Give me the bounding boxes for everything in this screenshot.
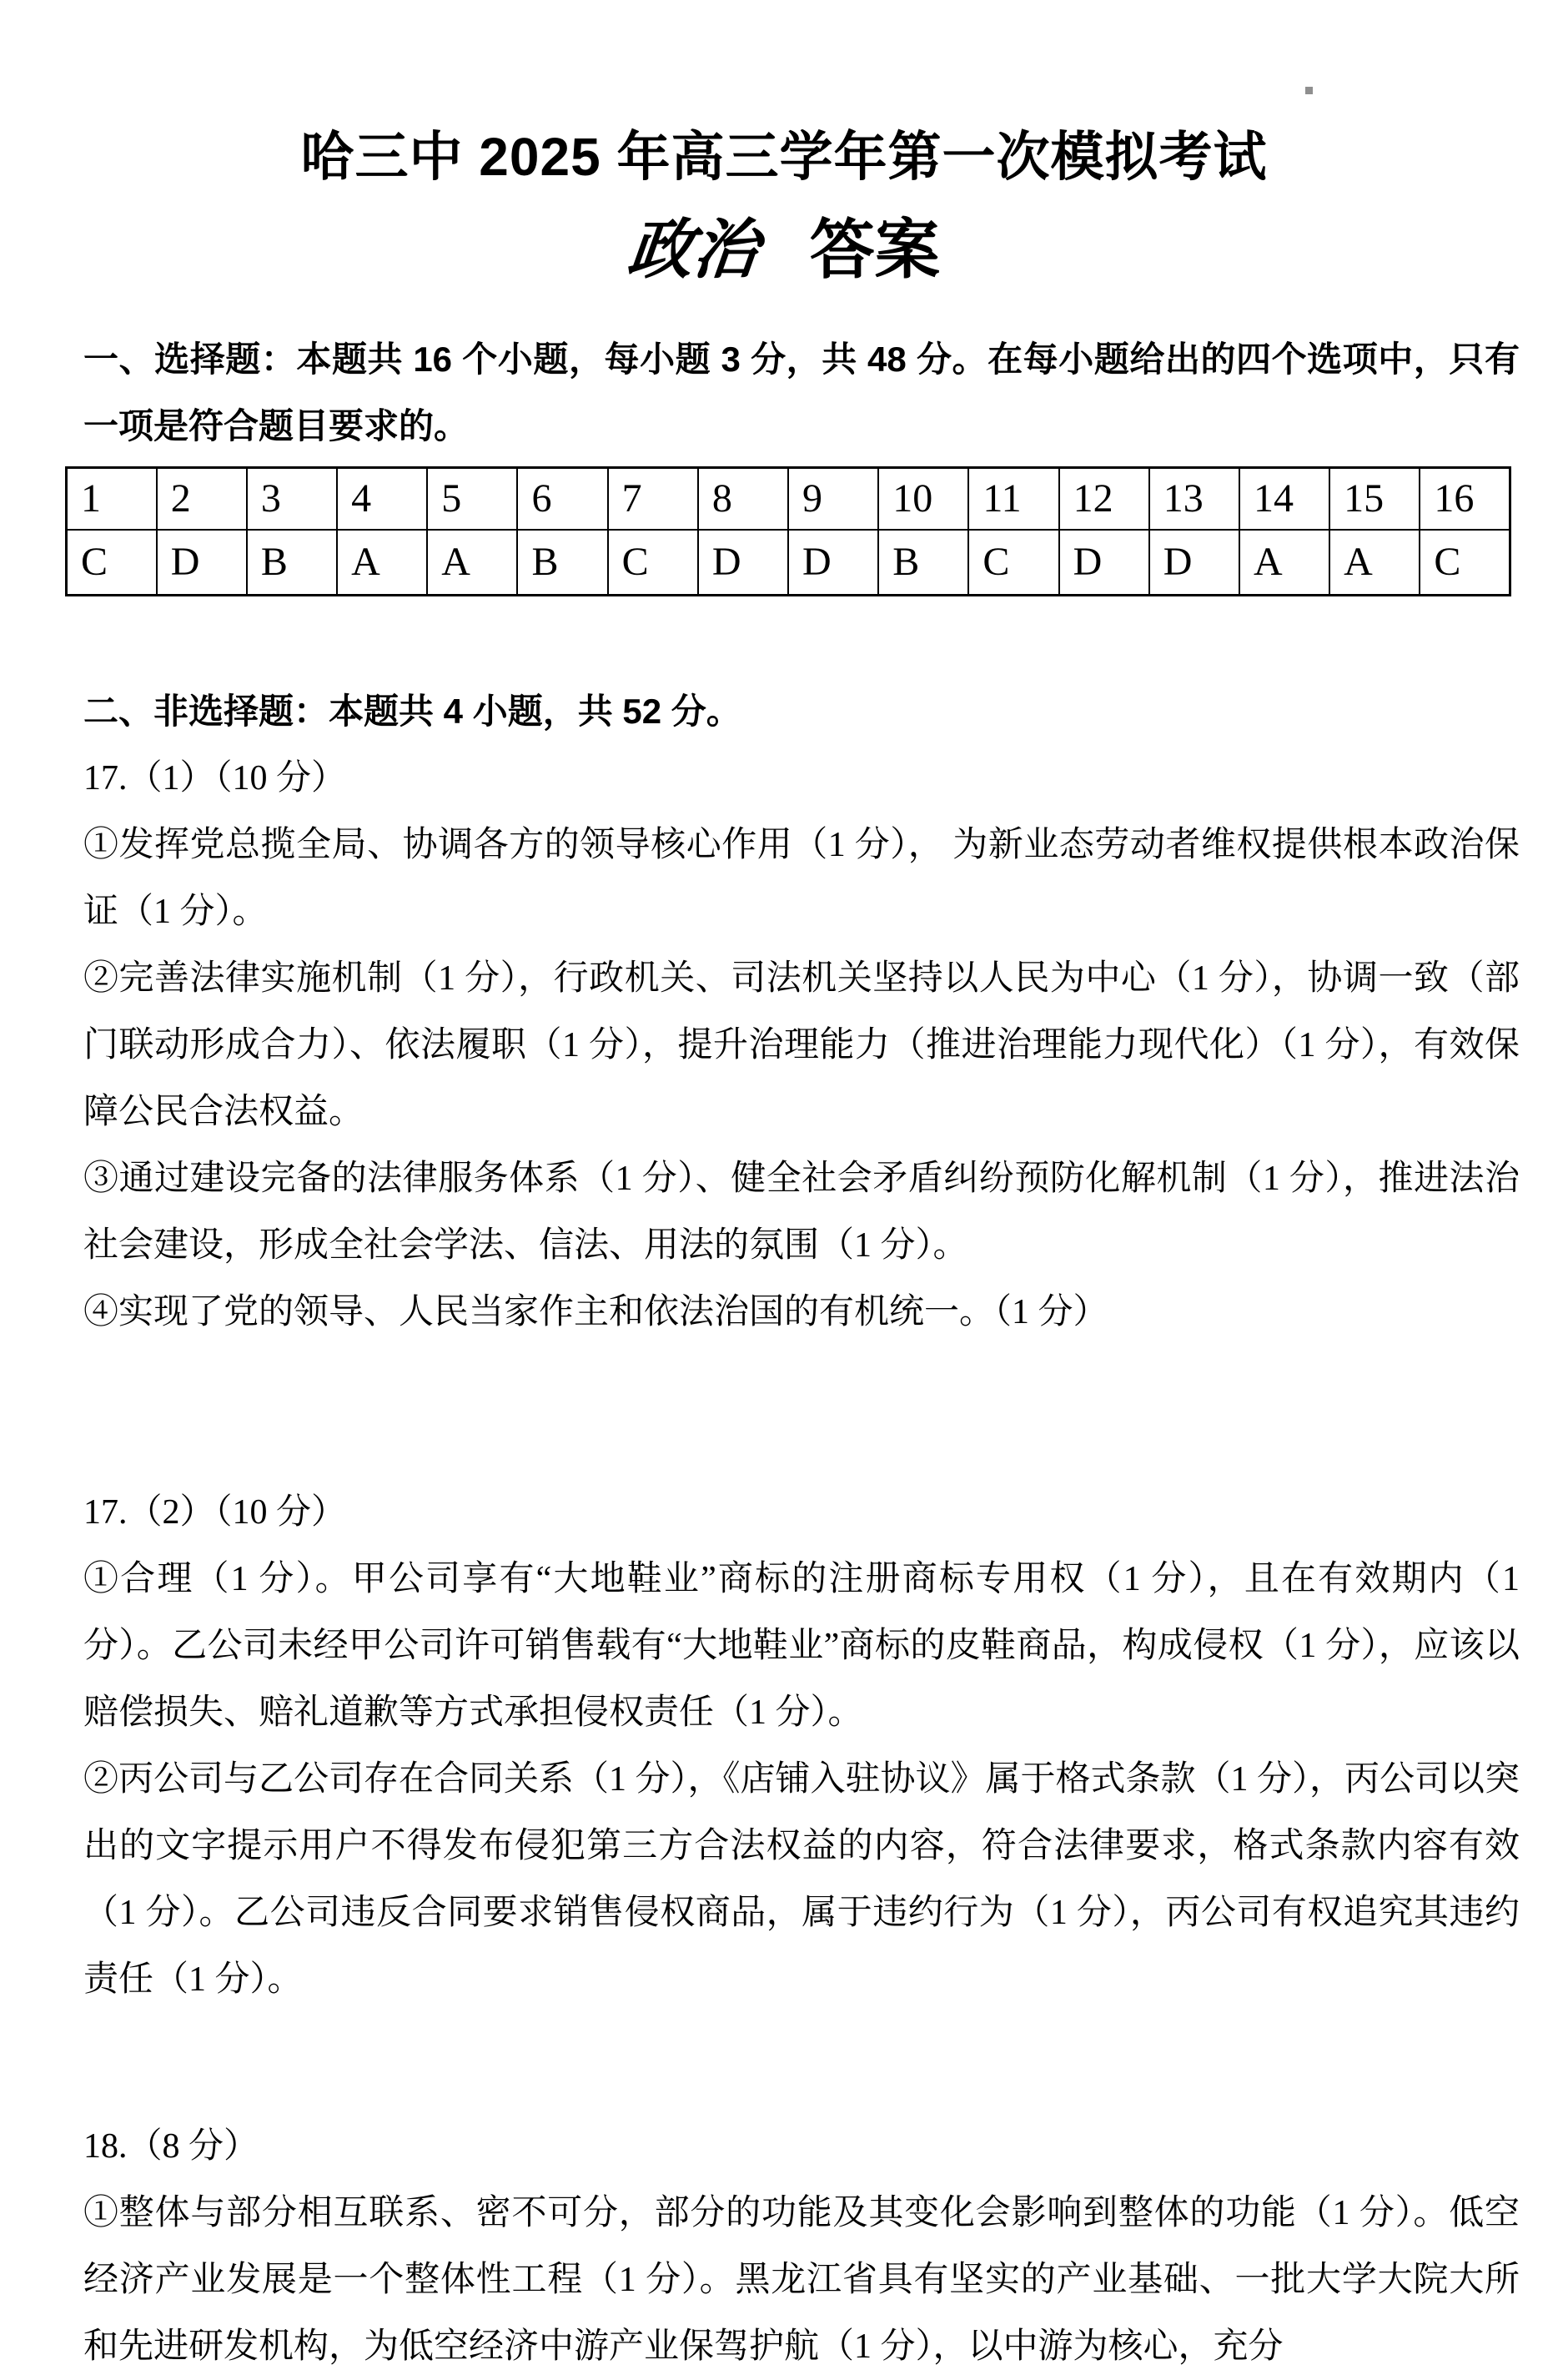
page-title: 哈三中 2025 年高三学年第一次模拟考试	[300, 127, 1268, 187]
free-response-section-heading: 二、非选择题：本题共 4 小题，共 52 分。	[83, 692, 741, 731]
answer-paragraph: ②完善法律实施机制（1 分），行政机关、司法机关坚持以人民为中心（1 分），协调一致（部门联动形成合力）、依法履职（1 分），提升治理能力（推进治理能力现代化）（1 分），有效保障公民合法权益。	[83, 959, 1520, 1131]
question-block-17-1	[83, 745, 1520, 1346]
answer-paragraph: ④实现了党的领导、人民当家作主和依法治国的有机统一。（1 分）	[83, 1293, 1108, 1331]
answer-paragraph: ①发挥党总揽全局、协调各方的领导核心作用（1 分）， 为新业态劳动者维权提供根本政治保证（1 分）。	[83, 826, 1520, 931]
answer-cell: B	[517, 530, 607, 596]
answer-cell: C	[1420, 530, 1510, 596]
question-number-cell: 2	[157, 468, 247, 531]
subtitle-subject: 政治	[624, 212, 763, 288]
answer-cell: A	[1329, 530, 1420, 596]
question-number-cell: 9	[788, 468, 878, 531]
answer-cell: A	[1239, 530, 1329, 596]
answer-letter-row	[67, 530, 1510, 596]
question-number-cell: 5	[427, 468, 517, 531]
page-subtitle	[0, 212, 1568, 289]
answer-cell: A	[337, 530, 427, 596]
question-number-cell: 1	[67, 468, 157, 531]
choice-section-heading: 一、选择题：本题共 16 个小题，每小题 3 分，共 48 分。在每小题给出的四个选项中，只有一项是符合题目要求的。	[83, 340, 1520, 445]
answer-cell: A	[427, 530, 517, 596]
document-body	[0, 326, 1568, 2370]
scan-artifact-dot	[1305, 87, 1313, 94]
question-number-cell: 8	[698, 468, 788, 531]
question-number-cell: 16	[1420, 468, 1510, 531]
answer-cell: C	[608, 530, 698, 596]
question-block-18	[83, 2113, 1520, 2370]
answer-cell: B	[247, 530, 337, 596]
answer-cell: C	[67, 530, 157, 596]
question-number-cell: 7	[608, 468, 698, 531]
answer-paragraph: ②丙公司与乙公司存在合同关系（1 分），《店铺入驻协议》属于格式条款（1 分），丙公司以突出的文字提示用户不得发布侵犯第三方合法权益的内容，符合法律要求，格式条款内容有效（1 分）。乙公司违反合同要求销售侵权商品，属于违约行为（1 分），丙公司有权追究其违约责任（1 分）。	[83, 1760, 1520, 1999]
answer-cell: D	[1059, 530, 1149, 596]
answer-paragraph: ③通过建设完备的法律服务体系（1 分）、健全社会矛盾纠纷预防化解机制（1 分），推进法治社会建设，形成全社会学法、信法、用法的氛围（1 分）。	[83, 1160, 1520, 1265]
question-label: 17.（1）（10 分）	[83, 759, 347, 798]
question-number-cell: 12	[1059, 468, 1149, 531]
question-label: 17.（2）（10 分）	[83, 1493, 347, 1532]
question-number-cell: 15	[1329, 468, 1420, 531]
answer-cell: D	[157, 530, 247, 596]
question-label: 18.（8 分）	[83, 2127, 259, 2166]
choice-answer-table	[65, 466, 1511, 596]
answer-paragraph: ①合理（1 分）。甲公司享有“大地鞋业”商标的注册商标专用权（1 分），且在有效期内（1 分）。乙公司未经甲公司许可销售载有“大地鞋业”商标的皮鞋商品，构成侵权（1 分），应该以赔偿损失、赔礼道歉等方式承担侵权责任（1 分）。	[83, 1560, 1520, 1732]
question-block-17-2	[83, 1479, 1520, 2013]
question-number-cell: 6	[517, 468, 607, 531]
question-number-cell: 10	[878, 468, 968, 531]
answer-cell: D	[1149, 530, 1239, 596]
answer-cell: D	[788, 530, 878, 596]
question-number-cell: 4	[337, 468, 427, 531]
question-number-cell: 14	[1239, 468, 1329, 531]
subtitle-answer-word: 答案	[809, 214, 940, 286]
answer-cell: D	[698, 530, 788, 596]
question-number-row	[67, 468, 1510, 531]
question-number-cell: 11	[968, 468, 1058, 531]
question-number-cell: 3	[247, 468, 337, 531]
question-number-cell: 13	[1149, 468, 1239, 531]
answer-paragraph: ①整体与部分相互联系、密不可分，部分的功能及其变化会影响到整体的功能（1 分）。低空经济产业发展是一个整体性工程（1 分）。黑龙江省具有坚实的产业基础、一批大学大院大所和先进研发机构，为低空经济中游产业保驾护航（1 分），以中游为核心，充分	[83, 2194, 1520, 2366]
answer-cell: C	[968, 530, 1058, 596]
answer-cell: B	[878, 530, 968, 596]
